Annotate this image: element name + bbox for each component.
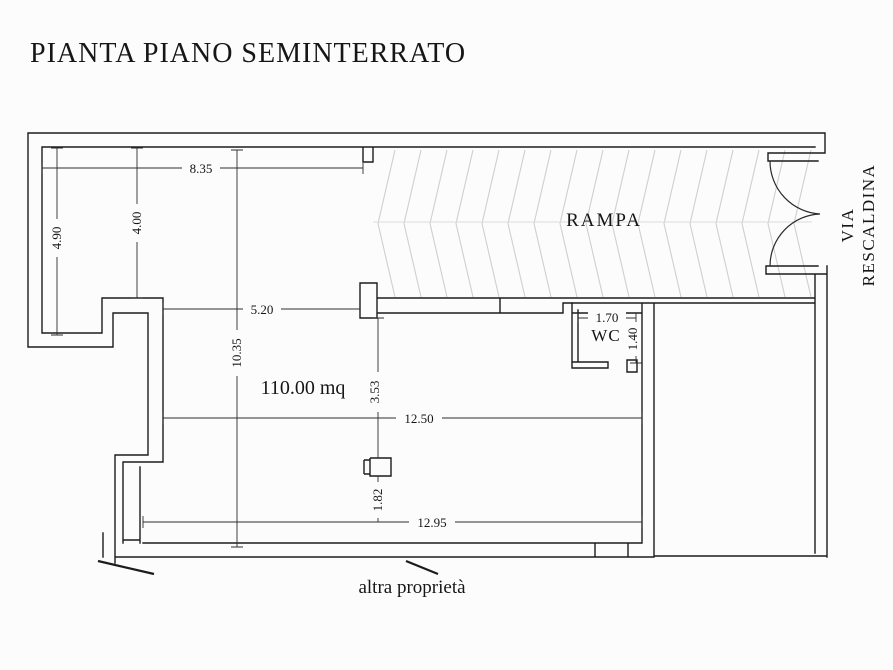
- dim-room-width-bottom: 12.95: [417, 515, 447, 530]
- pillar: [364, 458, 391, 476]
- dim-wc-depth: 1.40: [625, 327, 640, 351]
- ramp-label: RAMPA: [566, 210, 642, 231]
- dim-left-room-inner-height: 4.00: [129, 211, 144, 235]
- dim-room-width-mid: 12.50: [404, 411, 434, 426]
- dim-top-width: 8.35: [189, 161, 213, 176]
- wc-label: WC: [591, 326, 621, 345]
- dim-left-room-height: 4.90: [49, 226, 64, 250]
- area-label: 110.00 mq: [260, 377, 346, 399]
- dim-main-room-depth: 10.35: [229, 338, 244, 368]
- dim-opening-width: 5.20: [250, 302, 274, 317]
- adjacent-property-label: altra proprietà: [358, 577, 466, 598]
- street-name-line1: VIA: [838, 207, 857, 243]
- dim-wc-width: 1.70: [595, 310, 619, 325]
- plan-title: PIANTA PIANO SEMINTERRATO: [30, 38, 467, 69]
- dim-pier-to-line: 3.53: [367, 380, 382, 404]
- property-boundary-ticks: [98, 561, 438, 574]
- street-name-line2: RESCALDINA: [859, 163, 878, 287]
- dim-pillar-to-bottom: 1.82: [370, 488, 385, 512]
- street-name-label: [838, 164, 878, 287]
